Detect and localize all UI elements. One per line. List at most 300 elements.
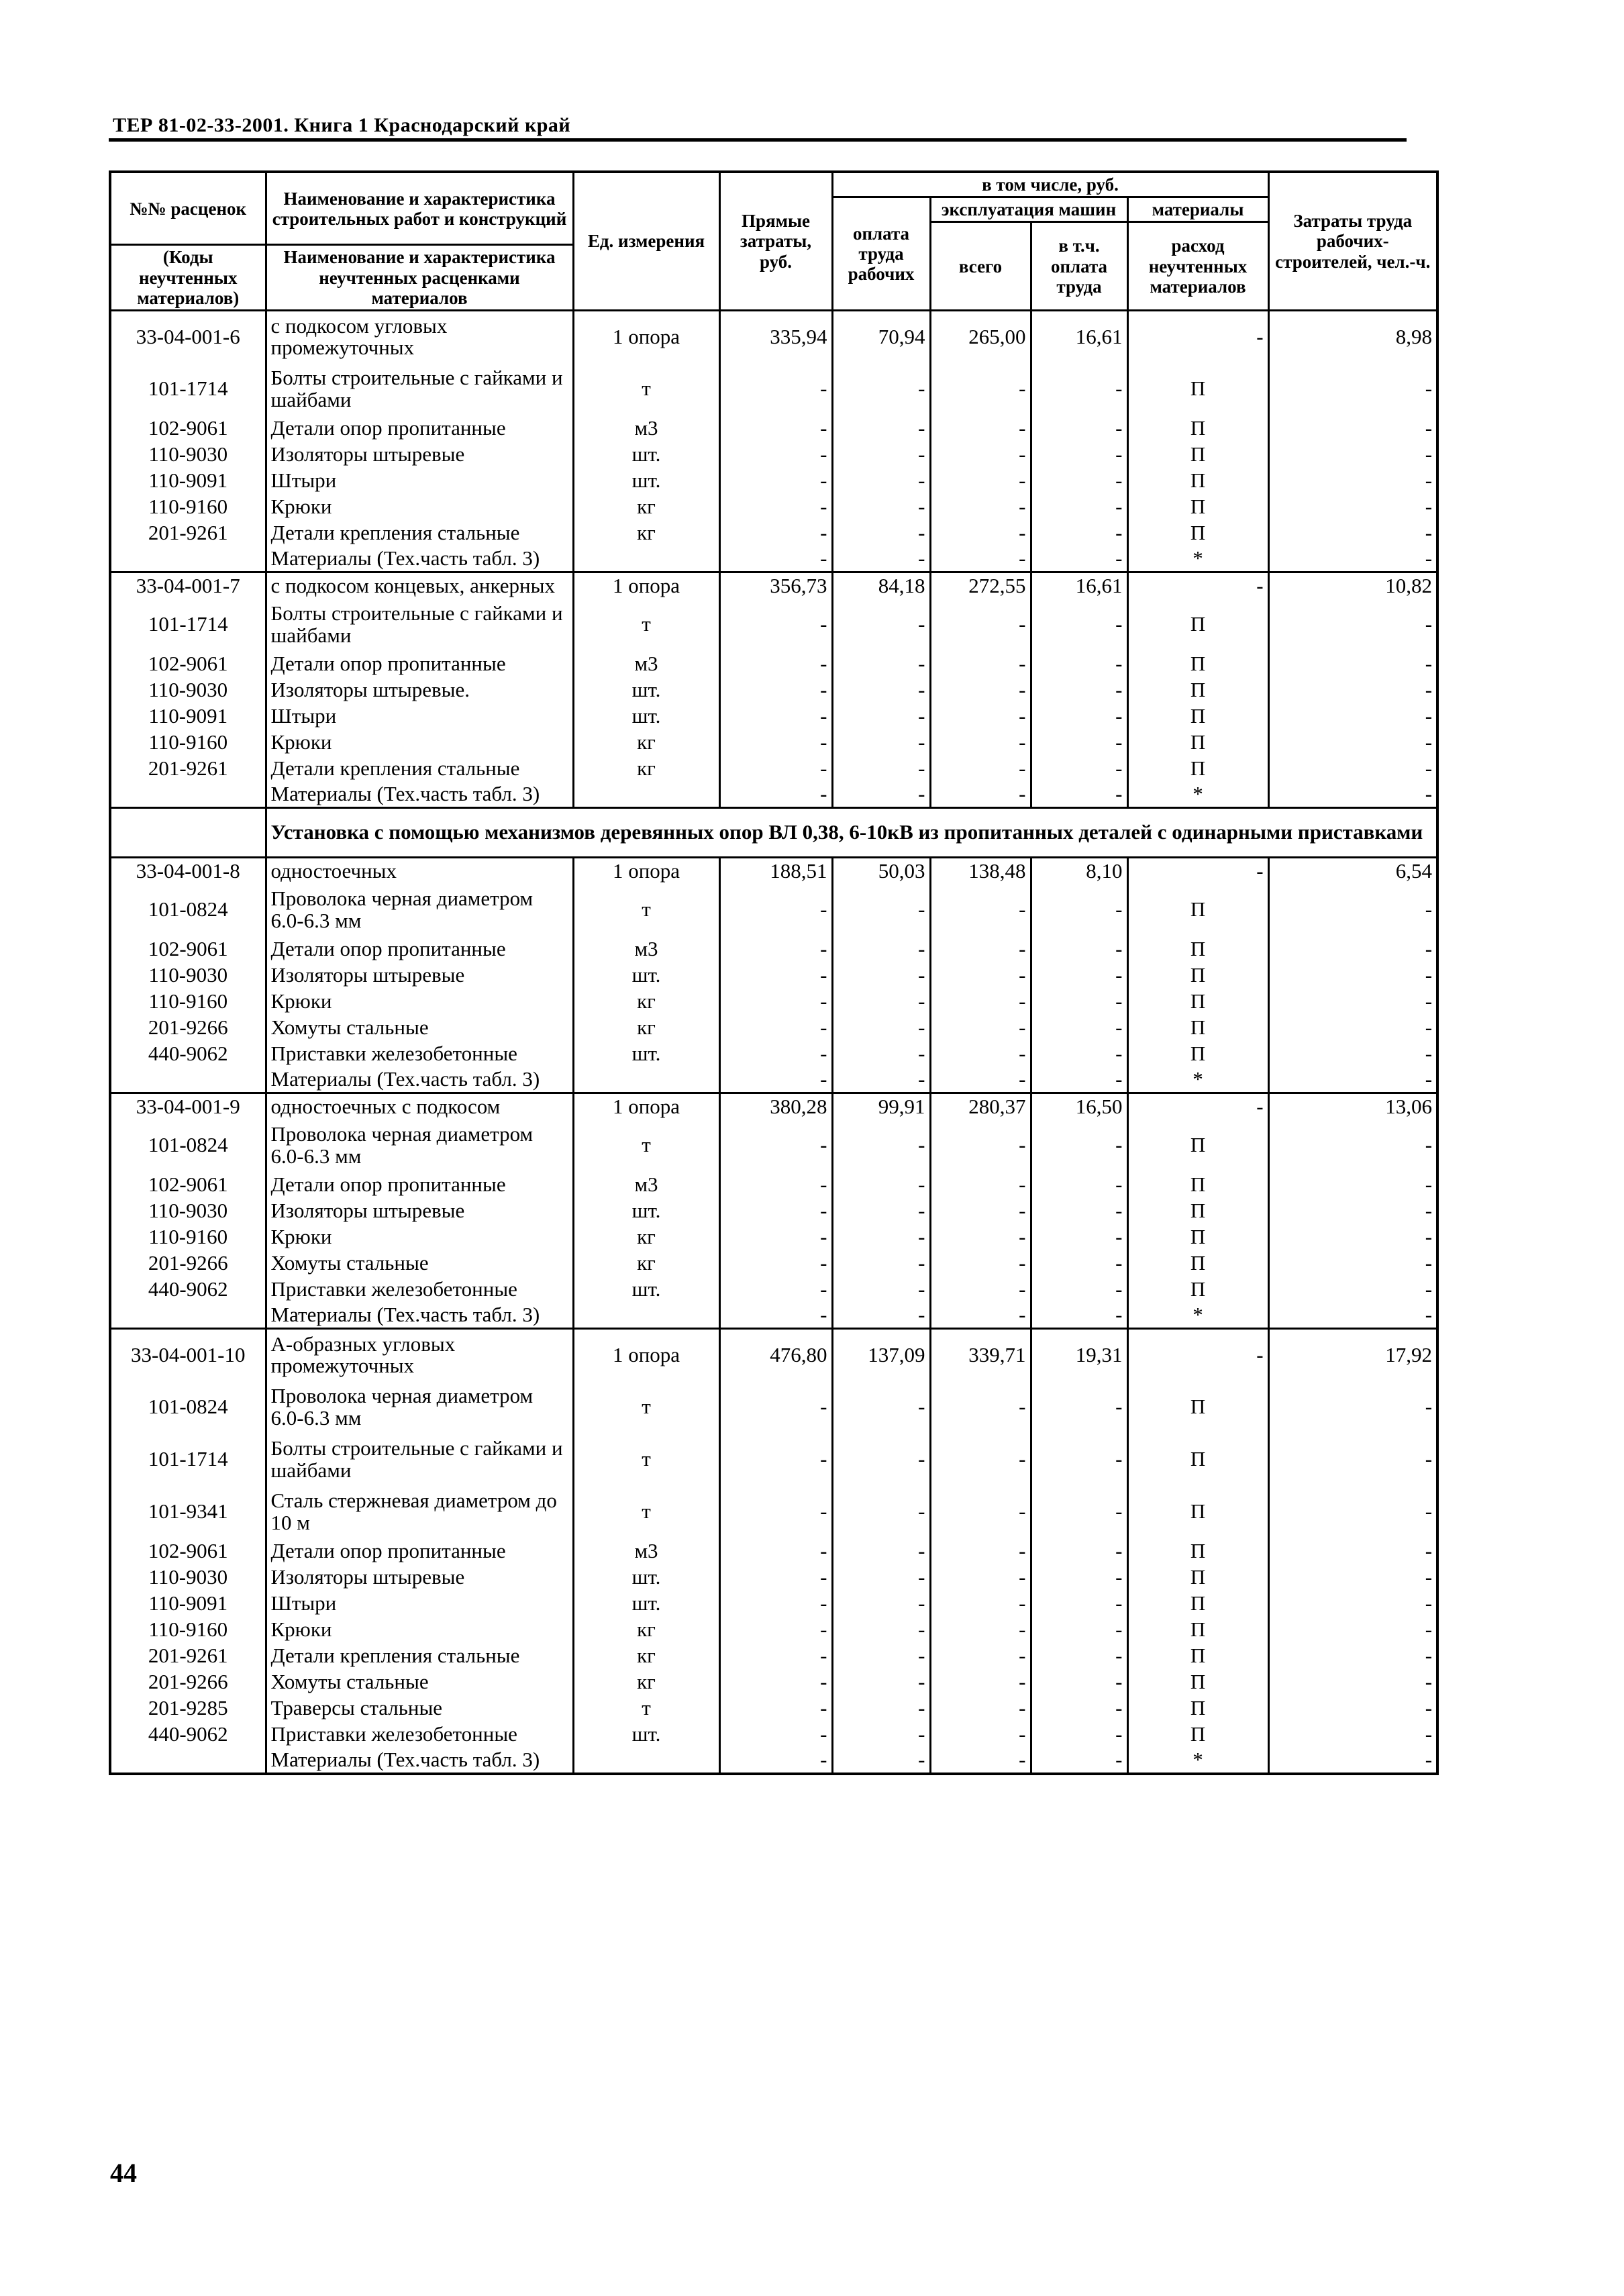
material-row: [110, 1015, 1437, 1041]
code-cell: 110-9030: [110, 442, 266, 468]
labor-cell: -: [1268, 1172, 1437, 1198]
materials-cell: П: [1127, 1591, 1268, 1617]
name-cell: Изоляторы штыревые.: [266, 677, 573, 703]
labor-cell: -: [1268, 1748, 1437, 1774]
machines-cell: -: [930, 884, 1031, 936]
material-row: [110, 415, 1437, 442]
wages-cell: -: [832, 1486, 930, 1538]
code-cell: 201-9266: [110, 1015, 266, 1041]
header-direct: Прямые затраты, руб.: [719, 172, 832, 311]
header-materials: материалы: [1127, 197, 1268, 222]
unit-cell: т: [573, 1695, 719, 1721]
material-row: [110, 1748, 1437, 1774]
name-cell: Крюки: [266, 1617, 573, 1643]
unit-cell: кг: [573, 989, 719, 1015]
code-cell: 440-9062: [110, 1721, 266, 1748]
direct-cost-cell: -: [719, 599, 832, 651]
wages-cell: -: [832, 884, 930, 936]
material-row: [110, 651, 1437, 677]
name-cell: Изоляторы штыревые: [266, 1564, 573, 1591]
labor-cell: -: [1268, 1277, 1437, 1303]
labor-cell: -: [1268, 363, 1437, 415]
unit-cell: т: [573, 1381, 719, 1434]
material-row: [110, 599, 1437, 651]
machines-cell: 138,48: [930, 858, 1031, 884]
header-code-top: №№ расценок: [110, 172, 266, 245]
machines-cell: 265,00: [930, 311, 1031, 363]
material-row: [110, 989, 1437, 1015]
labor-cell: -: [1268, 1486, 1437, 1538]
name-cell: Хомуты стальные: [266, 1669, 573, 1695]
wages-cell: -: [832, 468, 930, 494]
unit-cell: т: [573, 1119, 719, 1172]
unit-cell: т: [573, 363, 719, 415]
name-cell: Крюки: [266, 494, 573, 520]
header-machines: эксплуатация машин: [930, 197, 1127, 222]
group-heading: Установка с помощью механизмов деревянных опор ВЛ 0,38, 6-10кВ из пропитанных деталей с одинарными приставками: [266, 808, 1437, 858]
wages-cell: -: [832, 1172, 930, 1198]
machines-wages-cell: -: [1031, 989, 1127, 1015]
code-cell: 101-9341: [110, 1486, 266, 1538]
name-cell: одностоечных с подкосом: [266, 1093, 573, 1119]
materials-cell: П: [1127, 520, 1268, 546]
unit-cell: 1 опора: [573, 1329, 719, 1381]
name-cell: Приставки железобетонные: [266, 1041, 573, 1067]
code-cell: 33-04-001-9: [110, 1093, 266, 1119]
name-cell: Материалы (Тех.часть табл. 3): [266, 782, 573, 808]
wages-cell: -: [832, 1224, 930, 1250]
machines-wages-cell: -: [1031, 415, 1127, 442]
labor-cell: -: [1268, 651, 1437, 677]
name-cell: Крюки: [266, 989, 573, 1015]
code-cell: 201-9266: [110, 1669, 266, 1695]
direct-cost-cell: -: [719, 442, 832, 468]
code-cell: 33-04-001-6: [110, 311, 266, 363]
machines-wages-cell: -: [1031, 520, 1127, 546]
table-body: [110, 311, 1437, 1774]
machines-cell: -: [930, 756, 1031, 782]
wages-cell: -: [832, 1748, 930, 1774]
wages-cell: -: [832, 415, 930, 442]
machines-wages-cell: -: [1031, 494, 1127, 520]
machines-wages-cell: -: [1031, 1564, 1127, 1591]
machines-wages-cell: -: [1031, 1617, 1127, 1643]
labor-cell: 10,82: [1268, 572, 1437, 599]
machines-wages-cell: -: [1031, 1198, 1127, 1224]
code-cell: [110, 782, 266, 808]
machines-cell: -: [930, 546, 1031, 572]
direct-cost-cell: -: [719, 1015, 832, 1041]
wages-cell: 99,91: [832, 1093, 930, 1119]
unit-cell: кг: [573, 1250, 719, 1277]
materials-cell: П: [1127, 756, 1268, 782]
material-row: [110, 468, 1437, 494]
labor-cell: -: [1268, 1643, 1437, 1669]
machines-wages-cell: -: [1031, 1748, 1127, 1774]
direct-cost-cell: 188,51: [719, 858, 832, 884]
machines-wages-cell: -: [1031, 1250, 1127, 1277]
direct-cost-cell: -: [719, 1591, 832, 1617]
rate-row: [110, 572, 1437, 599]
name-cell: Штыри: [266, 703, 573, 730]
direct-cost-cell: -: [719, 1748, 832, 1774]
materials-cell: П: [1127, 1119, 1268, 1172]
name-cell: Материалы (Тех.часть табл. 3): [266, 546, 573, 572]
direct-cost-cell: -: [719, 884, 832, 936]
labor-cell: -: [1268, 1303, 1437, 1329]
machines-cell: -: [930, 468, 1031, 494]
direct-cost-cell: -: [719, 1303, 832, 1329]
direct-cost-cell: -: [719, 363, 832, 415]
wages-cell: -: [832, 703, 930, 730]
materials-cell: П: [1127, 1434, 1268, 1486]
direct-cost-cell: -: [719, 1277, 832, 1303]
labor-cell: -: [1268, 1538, 1437, 1564]
page-number: 44: [110, 2158, 137, 2188]
materials-cell: П: [1127, 1486, 1268, 1538]
machines-cell: -: [930, 1067, 1031, 1093]
header-name-bottom: Наименование и характеристика неучтенных расценками материалов: [266, 245, 573, 311]
materials-cell: -: [1127, 858, 1268, 884]
material-row: [110, 1564, 1437, 1591]
name-cell: Хомуты стальные: [266, 1015, 573, 1041]
direct-cost-cell: 380,28: [719, 1093, 832, 1119]
labor-cell: -: [1268, 1591, 1437, 1617]
machines-cell: -: [930, 962, 1031, 989]
unit-cell: 1 опора: [573, 1093, 719, 1119]
labor-cell: -: [1268, 1198, 1437, 1224]
direct-cost-cell: -: [719, 1172, 832, 1198]
labor-cell: -: [1268, 962, 1437, 989]
materials-cell: П: [1127, 1695, 1268, 1721]
machines-cell: -: [930, 703, 1031, 730]
machines-cell: -: [930, 1119, 1031, 1172]
machines-wages-cell: -: [1031, 1721, 1127, 1748]
materials-cell: П: [1127, 1041, 1268, 1067]
machines-cell: -: [930, 782, 1031, 808]
code-cell: 110-9030: [110, 962, 266, 989]
unit-cell: [573, 782, 719, 808]
code-cell: 110-9160: [110, 1617, 266, 1643]
machines-wages-cell: -: [1031, 1277, 1127, 1303]
machines-cell: -: [930, 520, 1031, 546]
machines-wages-cell: -: [1031, 1224, 1127, 1250]
direct-cost-cell: -: [719, 651, 832, 677]
wages-cell: -: [832, 520, 930, 546]
machines-wages-cell: -: [1031, 936, 1127, 962]
wages-cell: 84,18: [832, 572, 930, 599]
machines-cell: -: [930, 1198, 1031, 1224]
unit-cell: кг: [573, 1669, 719, 1695]
name-cell: А-образных угловых промежуточных: [266, 1329, 573, 1381]
name-cell: Траверсы стальные: [266, 1695, 573, 1721]
name-cell: Штыри: [266, 468, 573, 494]
machines-cell: -: [930, 599, 1031, 651]
name-cell: Болты строительные с гайками и шайбами: [266, 1434, 573, 1486]
labor-cell: -: [1268, 1224, 1437, 1250]
direct-cost-cell: -: [719, 1617, 832, 1643]
unit-cell: кг: [573, 730, 719, 756]
wages-cell: -: [832, 1538, 930, 1564]
direct-cost-cell: -: [719, 962, 832, 989]
direct-cost-cell: -: [719, 546, 832, 572]
materials-cell: П: [1127, 1721, 1268, 1748]
wages-cell: -: [832, 494, 930, 520]
name-cell: Детали опор пропитанные: [266, 651, 573, 677]
wages-cell: -: [832, 1381, 930, 1434]
labor-cell: 17,92: [1268, 1329, 1437, 1381]
materials-cell: П: [1127, 1538, 1268, 1564]
labor-cell: -: [1268, 442, 1437, 468]
name-cell: Изоляторы штыревые: [266, 1198, 573, 1224]
material-row: [110, 520, 1437, 546]
machines-cell: -: [930, 1643, 1031, 1669]
wages-cell: -: [832, 1564, 930, 1591]
material-row: [110, 1198, 1437, 1224]
unit-cell: шт.: [573, 442, 719, 468]
materials-cell: П: [1127, 1617, 1268, 1643]
wages-cell: -: [832, 599, 930, 651]
rates-table: [109, 170, 1439, 1775]
material-row: [110, 494, 1437, 520]
material-row: [110, 1041, 1437, 1067]
wages-cell: -: [832, 1695, 930, 1721]
direct-cost-cell: -: [719, 1250, 832, 1277]
material-row: [110, 1119, 1437, 1172]
materials-cell: -: [1127, 311, 1268, 363]
unit-cell: шт.: [573, 962, 719, 989]
labor-cell: -: [1268, 730, 1437, 756]
labor-cell: -: [1268, 1564, 1437, 1591]
name-cell: Детали крепления стальные: [266, 756, 573, 782]
unit-cell: кг: [573, 1643, 719, 1669]
material-row: [110, 1224, 1437, 1250]
rate-row: [110, 311, 1437, 363]
unit-cell: м3: [573, 415, 719, 442]
direct-cost-cell: -: [719, 1538, 832, 1564]
wages-cell: -: [832, 756, 930, 782]
labor-cell: -: [1268, 936, 1437, 962]
unit-cell: шт.: [573, 703, 719, 730]
direct-cost-cell: -: [719, 1198, 832, 1224]
machines-wages-cell: -: [1031, 962, 1127, 989]
code-cell: 102-9061: [110, 1172, 266, 1198]
direct-cost-cell: -: [719, 1564, 832, 1591]
name-cell: Изоляторы штыревые: [266, 962, 573, 989]
unit-cell: [573, 1067, 719, 1093]
labor-cell: -: [1268, 1434, 1437, 1486]
name-cell: Материалы (Тех.часть табл. 3): [266, 1303, 573, 1329]
labor-cell: -: [1268, 756, 1437, 782]
code-cell: 110-9160: [110, 494, 266, 520]
header-incl: в том числе, руб.: [832, 172, 1268, 197]
name-cell: Сталь стержневая диаметром до 10 м: [266, 1486, 573, 1538]
direct-cost-cell: -: [719, 1381, 832, 1434]
machines-wages-cell: -: [1031, 1486, 1127, 1538]
materials-cell: П: [1127, 962, 1268, 989]
name-cell: Детали крепления стальные: [266, 1643, 573, 1669]
machines-cell: -: [930, 730, 1031, 756]
unit-cell: кг: [573, 1617, 719, 1643]
machines-cell: -: [930, 1486, 1031, 1538]
material-row: [110, 1434, 1437, 1486]
machines-wages-cell: 16,50: [1031, 1093, 1127, 1119]
machines-cell: -: [930, 1224, 1031, 1250]
material-row: [110, 884, 1437, 936]
wages-cell: 137,09: [832, 1329, 930, 1381]
machines-cell: -: [930, 363, 1031, 415]
code-cell: 201-9285: [110, 1695, 266, 1721]
machines-cell: -: [930, 677, 1031, 703]
direct-cost-cell: -: [719, 936, 832, 962]
material-row: [110, 1250, 1437, 1277]
materials-cell: П: [1127, 415, 1268, 442]
wages-cell: -: [832, 1617, 930, 1643]
name-cell: Детали опор пропитанные: [266, 936, 573, 962]
unit-cell: т: [573, 884, 719, 936]
unit-cell: 1 опора: [573, 572, 719, 599]
code-cell: 101-1714: [110, 363, 266, 415]
header-machines-wages: в т.ч. оплата труда: [1031, 222, 1127, 311]
materials-cell: *: [1127, 1748, 1268, 1774]
code-cell: 101-1714: [110, 1434, 266, 1486]
wages-cell: -: [832, 1277, 930, 1303]
direct-cost-cell: -: [719, 730, 832, 756]
name-cell: Крюки: [266, 1224, 573, 1250]
machines-cell: -: [930, 415, 1031, 442]
material-row: [110, 546, 1437, 572]
unit-cell: кг: [573, 1224, 719, 1250]
header-rule: [109, 138, 1407, 142]
materials-cell: П: [1127, 677, 1268, 703]
direct-cost-cell: -: [719, 677, 832, 703]
machines-wages-cell: -: [1031, 546, 1127, 572]
name-cell: с подкосом угловых промежуточных: [266, 311, 573, 363]
name-cell: Детали опор пропитанные: [266, 415, 573, 442]
unit-cell: шт.: [573, 1721, 719, 1748]
materials-cell: П: [1127, 1198, 1268, 1224]
machines-cell: -: [930, 1015, 1031, 1041]
header-code-bottom: (Коды неучтенных материалов): [110, 245, 266, 311]
machines-wages-cell: -: [1031, 599, 1127, 651]
material-row: [110, 1277, 1437, 1303]
machines-cell: -: [930, 1721, 1031, 1748]
materials-cell: П: [1127, 468, 1268, 494]
unit-cell: шт.: [573, 1198, 719, 1224]
code-cell: 110-9160: [110, 1224, 266, 1250]
labor-cell: -: [1268, 1067, 1437, 1093]
machines-wages-cell: 16,61: [1031, 572, 1127, 599]
wages-cell: -: [832, 1041, 930, 1067]
code-cell: 110-9160: [110, 730, 266, 756]
unit-cell: шт.: [573, 1564, 719, 1591]
material-row: [110, 1381, 1437, 1434]
wages-cell: -: [832, 989, 930, 1015]
machines-cell: -: [930, 1250, 1031, 1277]
direct-cost-cell: -: [719, 1434, 832, 1486]
code-cell: 201-9261: [110, 756, 266, 782]
unit-cell: т: [573, 1486, 719, 1538]
materials-cell: П: [1127, 1669, 1268, 1695]
header-unit: Ед. измерения: [573, 172, 719, 311]
materials-cell: П: [1127, 1224, 1268, 1250]
material-row: [110, 782, 1437, 808]
name-cell: Крюки: [266, 730, 573, 756]
code-cell: 33-04-001-10: [110, 1329, 266, 1381]
material-row: [110, 1303, 1437, 1329]
machines-cell: -: [930, 1591, 1031, 1617]
material-row: [110, 962, 1437, 989]
materials-cell: П: [1127, 363, 1268, 415]
material-row: [110, 1591, 1437, 1617]
header-machines-total: всего: [930, 222, 1031, 311]
header-name-top: Наименование и характеристика строительных работ и конструкций: [266, 172, 573, 245]
wages-cell: -: [832, 1015, 930, 1041]
name-cell: Приставки железобетонные: [266, 1277, 573, 1303]
code-cell: 33-04-001-7: [110, 572, 266, 599]
machines-cell: 272,55: [930, 572, 1031, 599]
code-cell: 101-1714: [110, 599, 266, 651]
machines-cell: -: [930, 1041, 1031, 1067]
materials-cell: П: [1127, 884, 1268, 936]
header-labor: Затраты труда рабочих-строителей, чел.-ч.: [1268, 172, 1437, 311]
materials-cell: П: [1127, 1277, 1268, 1303]
machines-cell: -: [930, 1381, 1031, 1434]
labor-cell: -: [1268, 989, 1437, 1015]
name-cell: Болты строительные с гайками и шайбами: [266, 363, 573, 415]
material-row: [110, 1721, 1437, 1748]
machines-cell: -: [930, 1277, 1031, 1303]
labor-cell: -: [1268, 703, 1437, 730]
material-row: [110, 442, 1437, 468]
unit-cell: м3: [573, 936, 719, 962]
direct-cost-cell: -: [719, 1695, 832, 1721]
labor-cell: -: [1268, 599, 1437, 651]
wages-cell: -: [832, 442, 930, 468]
direct-cost-cell: -: [719, 756, 832, 782]
unit-cell: шт.: [573, 1277, 719, 1303]
labor-cell: -: [1268, 468, 1437, 494]
labor-cell: 13,06: [1268, 1093, 1437, 1119]
labor-cell: -: [1268, 415, 1437, 442]
name-cell: Материалы (Тех.часть табл. 3): [266, 1067, 573, 1093]
machines-cell: -: [930, 1617, 1031, 1643]
unit-cell: шт.: [573, 1041, 719, 1067]
machines-cell: -: [930, 1695, 1031, 1721]
machines-wages-cell: -: [1031, 1119, 1127, 1172]
rate-row: [110, 1329, 1437, 1381]
labor-cell: -: [1268, 520, 1437, 546]
code-cell: 110-9030: [110, 1564, 266, 1591]
direct-cost-cell: -: [719, 1224, 832, 1250]
machines-wages-cell: -: [1031, 442, 1127, 468]
materials-cell: П: [1127, 1172, 1268, 1198]
unit-cell: [573, 1303, 719, 1329]
wages-cell: -: [832, 936, 930, 962]
machines-cell: -: [930, 651, 1031, 677]
direct-cost-cell: -: [719, 1486, 832, 1538]
machines-wages-cell: 19,31: [1031, 1329, 1127, 1381]
material-row: [110, 1067, 1437, 1093]
materials-cell: П: [1127, 1381, 1268, 1434]
machines-cell: -: [930, 1564, 1031, 1591]
machines-wages-cell: -: [1031, 1041, 1127, 1067]
wages-cell: -: [832, 677, 930, 703]
wages-cell: 70,94: [832, 311, 930, 363]
unit-cell: кг: [573, 1015, 719, 1041]
group-heading-row: [110, 808, 1437, 858]
labor-cell: -: [1268, 884, 1437, 936]
